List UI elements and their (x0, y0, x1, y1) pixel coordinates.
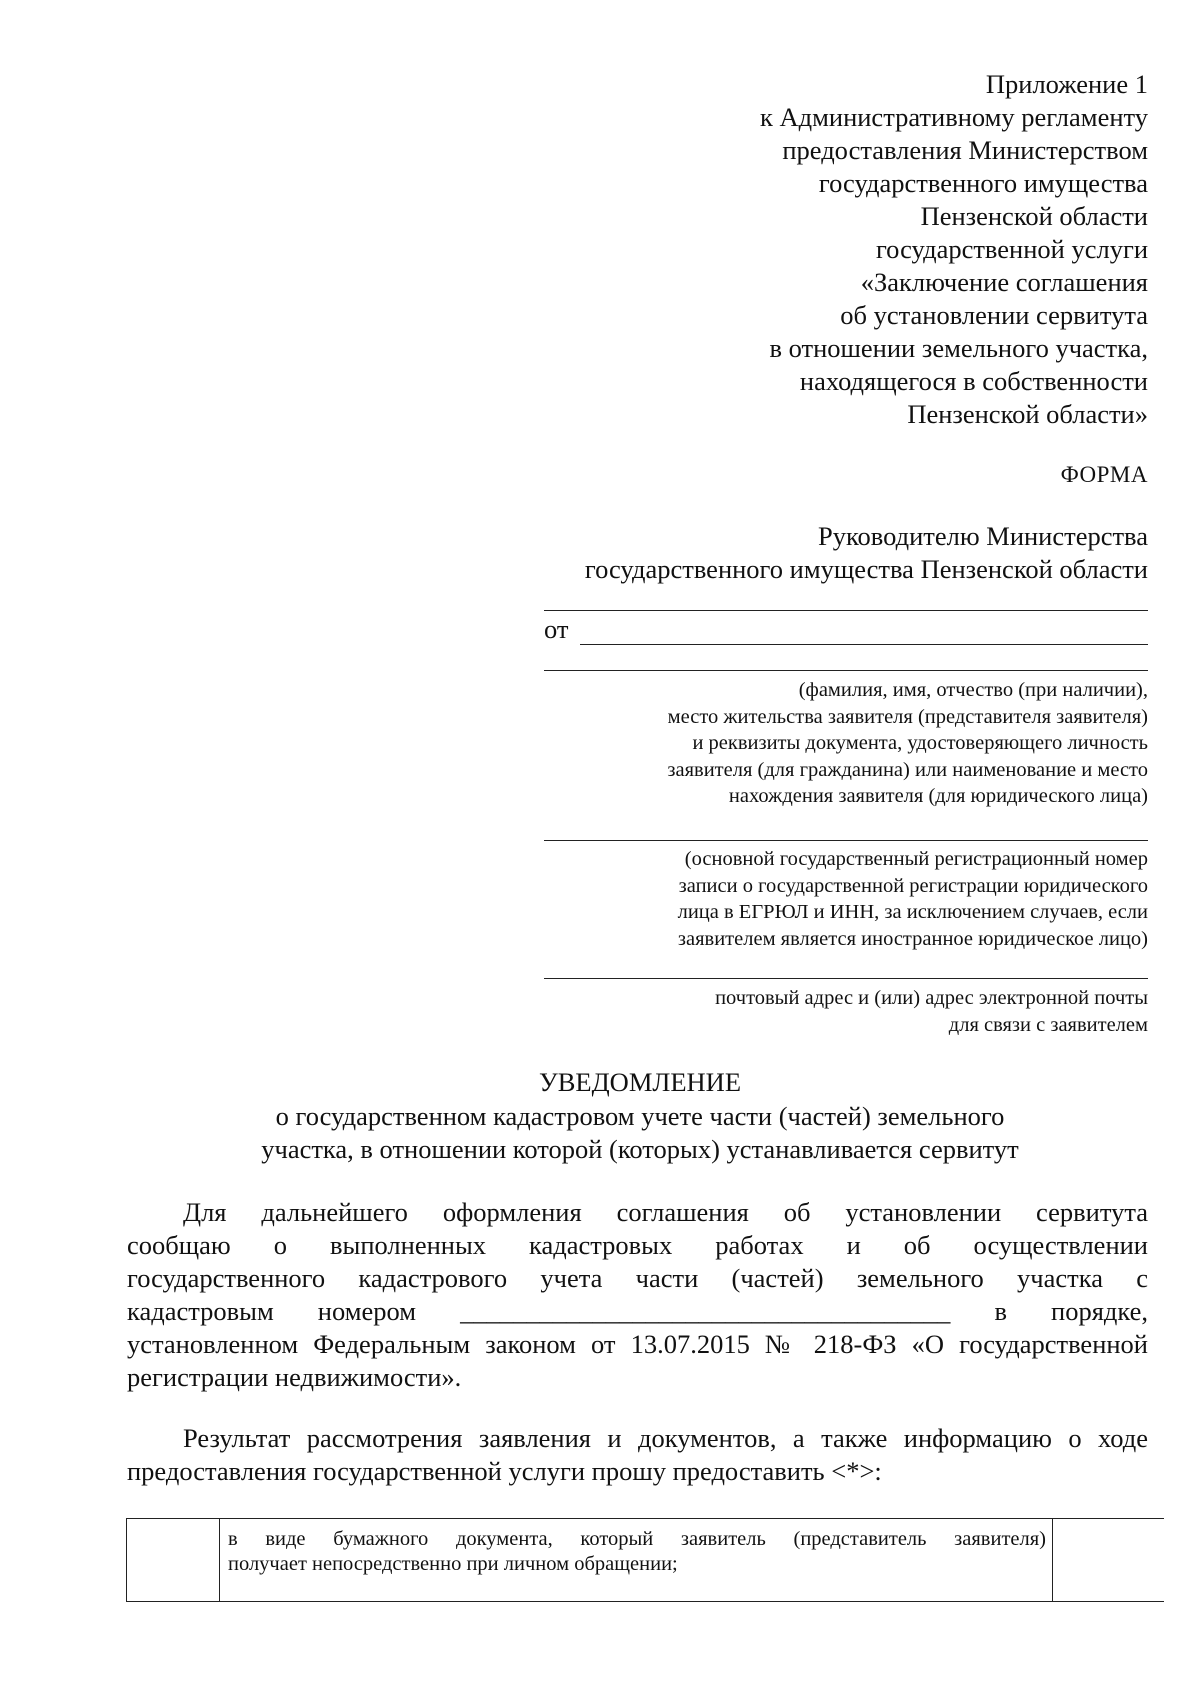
appendix-line: государственного имущества (818, 168, 1148, 198)
paragraph-line: Результат рассмотрения заявления и документов, а также информацию о ходе (183, 1423, 1148, 1453)
addressee-block (544, 520, 1148, 586)
fill-in-line[interactable] (544, 670, 1148, 671)
delivery-options-table (126, 1518, 1164, 1602)
appendix-line: предоставления Министерством (782, 135, 1148, 165)
notification-title: УВЕДОМЛЕНИЕ (538, 1067, 742, 1097)
paragraph-line: Для дальнейшего оформления соглашения об установлении сервитута (183, 1197, 1148, 1227)
addressee-line: государственного имущества Пензенской области (584, 554, 1148, 584)
caption-line: и реквизиты документа, удостоверяющего личность (692, 732, 1148, 754)
fill-in-line[interactable] (544, 978, 1148, 979)
from-fill-line[interactable] (580, 644, 1148, 645)
table-row (127, 1519, 1165, 1602)
caption-line: нахождения заявителя (для юридического лица) (728, 785, 1148, 807)
caption-line: лица в ЕГРЮЛ и ИНН, за исключением случаев, если (677, 901, 1148, 923)
registration-number-caption (544, 846, 1148, 952)
option-checkbox-cell[interactable] (127, 1519, 220, 1602)
option-line: в виде бумажного документа, который заявитель (представитель заявителя) (228, 1528, 1046, 1550)
applicant-identity-caption (544, 677, 1148, 810)
subtitle-line: о государственном кадастровом учете части (частей) земельного (275, 1101, 1005, 1131)
paragraph-line: установленном Федеральным законом от 13.07.2015 № 218-ФЗ «О государственной (127, 1329, 1148, 1359)
from-row (544, 614, 1148, 648)
caption-line: заявителем является иностранное юридическое лицо) (677, 927, 1148, 950)
caption-line: для связи с заявителем (948, 1013, 1148, 1036)
paragraph-line: регистрации недвижимости». (127, 1362, 462, 1392)
caption-line: (основной государственный регистрационный номер (684, 848, 1148, 870)
notification-subtitle (0, 1100, 1200, 1166)
fill-in-line[interactable] (544, 840, 1148, 841)
option-extra-cell (1053, 1519, 1165, 1602)
appendix-line: Пензенской области» (907, 399, 1148, 429)
form-label: ФОРМА (1060, 462, 1148, 487)
caption-line: место жительства заявителя (представителя заявителя) (667, 705, 1148, 728)
cadastral-number-line: кадастровым номером _____________________________________ в порядке, (127, 1296, 1148, 1326)
appendix-header (528, 68, 1148, 431)
appendix-line: находящегося в собственности (799, 366, 1148, 396)
appendix-line: Пензенской области (920, 201, 1148, 231)
paragraph-line: сообщаю о выполненных кадастровых работах и об осуществлении (127, 1230, 1148, 1260)
appendix-line: «Заключение соглашения (860, 267, 1148, 297)
caption-line: (фамилия, имя, отчество (при наличии), (798, 679, 1148, 701)
from-label: от (544, 614, 569, 644)
caption-line: почтовый адрес и (или) адрес электронной почты (715, 987, 1148, 1009)
body-paragraph-2 (127, 1422, 1148, 1488)
caption-line: заявителя (для гражданина) или наименование и место (667, 758, 1148, 781)
contact-address-caption (544, 985, 1148, 1038)
option-line: получает непосредственно при личном обращении; (228, 1553, 678, 1575)
appendix-line: к Административному регламенту (760, 102, 1148, 132)
paragraph-line: предоставления государственной услуги прошу предоставить <*>: (127, 1456, 882, 1486)
appendix-line: об установлении сервитута (840, 300, 1148, 330)
appendix-line: в отношении земельного участка, (769, 333, 1148, 363)
caption-line: записи о государственной регистрации юридического (678, 874, 1148, 897)
appendix-line: Приложение 1 (985, 69, 1148, 99)
paragraph-line: государственного кадастрового учета части (частей) земельного участка с (127, 1263, 1148, 1293)
appendix-line: государственной услуги (875, 234, 1148, 264)
body-paragraph-1 (127, 1196, 1148, 1394)
fill-in-line[interactable] (544, 610, 1148, 611)
subtitle-line: участка, в отношении которой (которых) устанавливается сервитут (261, 1134, 1019, 1164)
addressee-line: Руководителю Министерства (818, 521, 1148, 551)
option-description (220, 1519, 1053, 1602)
